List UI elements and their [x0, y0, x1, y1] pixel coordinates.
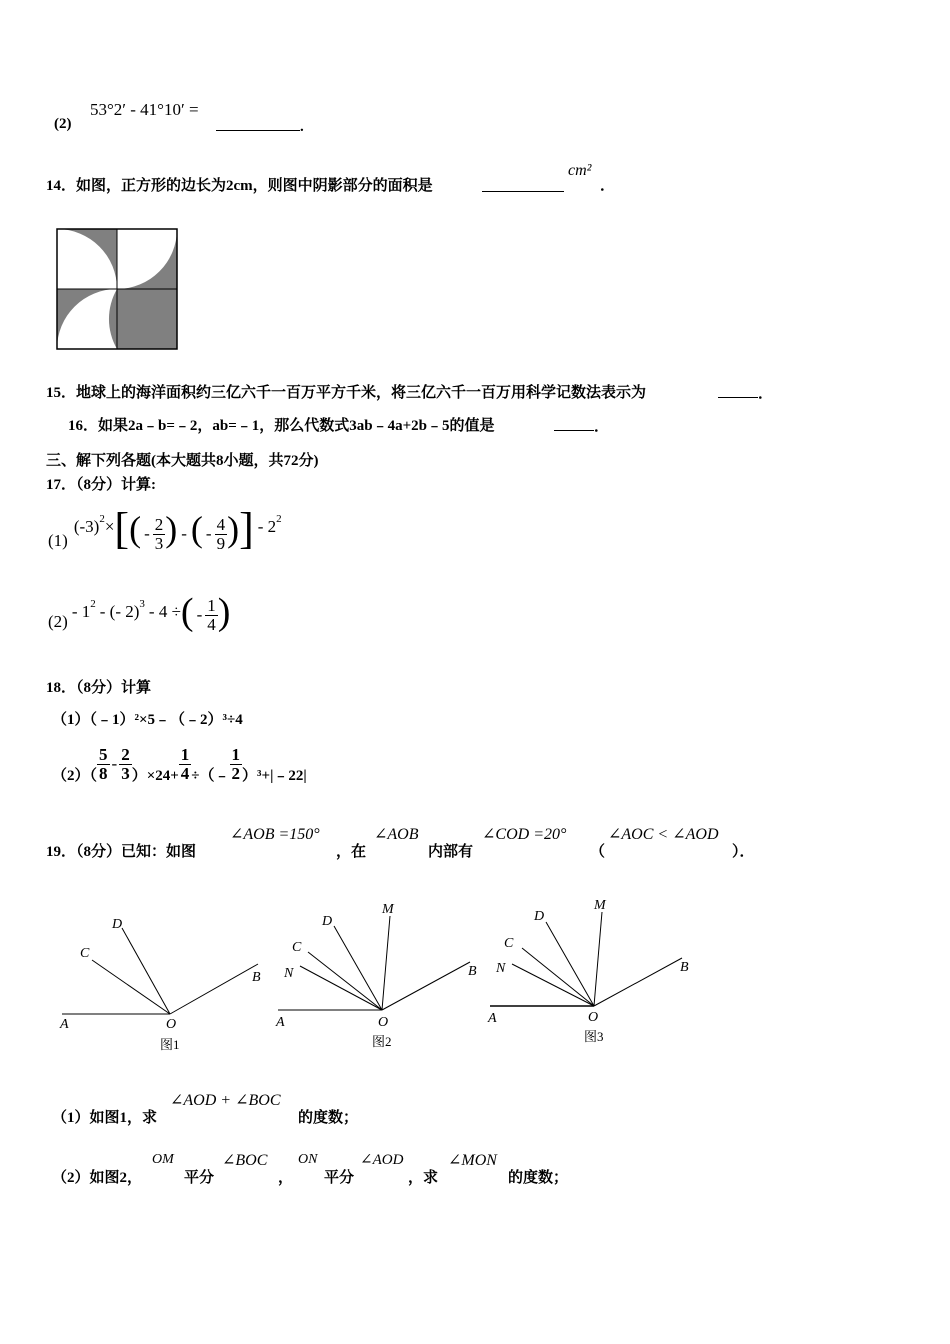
- ray-OB: [382, 962, 470, 1010]
- label-N: N: [496, 961, 506, 976]
- label-O: O: [166, 1017, 177, 1032]
- ray-OC: [308, 952, 382, 1010]
- q17-part2-expression: [48, 592, 230, 638]
- ray-OD: [122, 928, 170, 1014]
- q19-sub2-om: OM: [152, 1152, 174, 1167]
- label-O: O: [588, 1010, 599, 1025]
- q17-p1-frac1: $\frac{2}{3}$: [154, 514, 164, 553]
- q19-mid2: 内部有: [428, 844, 474, 860]
- q14-answer-blank[interactable]: [482, 174, 564, 197]
- ray-OM: [382, 916, 390, 1010]
- q19-math-aoc-lt-aod: ∠AOC < ∠AOD: [608, 826, 719, 843]
- label-C: C: [292, 940, 302, 955]
- label-D: D: [534, 909, 545, 924]
- q19-sub2-mon: ∠MON: [448, 1152, 497, 1169]
- shaded-region-bottom-right: [109, 289, 177, 349]
- q17-p2-rparen: ): [217, 591, 231, 633]
- q17-p2-frac: $\frac{1}{4}$: [207, 595, 216, 634]
- q13-answer-blank[interactable]: [216, 112, 304, 136]
- label-A: A: [60, 1017, 69, 1032]
- label-B: B: [468, 964, 477, 979]
- label-C: C: [80, 946, 90, 961]
- q17-p2-a-exp: 2: [90, 598, 96, 610]
- q17-p1-times: ×: [104, 517, 115, 536]
- q18-p2-frac1: $\frac{5}{8}$: [99, 744, 108, 783]
- q18-p2-mid: ）×24+: [131, 767, 179, 784]
- q18-part2-expression: [52, 742, 307, 786]
- q18-p2-frac2: $\frac{2}{3}$: [121, 744, 130, 783]
- q18-p2-label: （2）（: [52, 767, 98, 784]
- fig3-caption: 图3: [584, 1029, 604, 1044]
- q19-sub2-bisect2: 平分: [324, 1170, 355, 1186]
- label-A: A: [276, 1015, 285, 1030]
- q17-p1-lparen1: (: [129, 509, 142, 549]
- q18-p2-frac4: $\frac{1}{2}$: [231, 744, 241, 783]
- q17-p1-tail: - 2: [257, 517, 277, 536]
- q18-part1: （1）（﹣1）²×5﹣（﹣2）³÷4: [52, 712, 243, 728]
- q14-unit: cm²: [568, 162, 592, 179]
- q17-p1-minus3: -: [205, 524, 212, 543]
- label-A: A: [488, 1011, 497, 1026]
- q18-p2-end: ）³+|﹣22|: [242, 767, 307, 784]
- label-N: N: [284, 966, 294, 981]
- q13-part2-label: (2): [54, 116, 72, 132]
- label-M: M: [382, 902, 394, 917]
- q18-p2-div: ÷（﹣: [191, 767, 230, 784]
- label-M: M: [594, 898, 606, 913]
- q19-sub1-post: 的度数；: [298, 1110, 359, 1126]
- shaded-region-top-right: [117, 229, 177, 289]
- q19-sub2-comma: ，: [278, 1170, 294, 1186]
- section-3-title: 三、解下列各题(本大题共8小题，共72分): [46, 453, 319, 469]
- q17-p2-c: - 4 ÷: [148, 602, 181, 621]
- ray-OC: [92, 960, 170, 1014]
- q17-p1-rparen2: ): [227, 509, 240, 549]
- q17-p1-lparen2: (: [190, 509, 203, 549]
- q19-sub2-bisect1: 平分: [184, 1170, 215, 1186]
- q19-math-cod20: ∠COD =20°: [482, 826, 567, 843]
- q17-p1-tail-exp: 2: [276, 513, 282, 525]
- q17-p1-base: (-3): [73, 517, 100, 536]
- q18-title: 18．（8分）计算: [46, 680, 152, 696]
- q17-p1-left-bracket: [: [114, 504, 130, 553]
- q13-end: .: [300, 119, 304, 135]
- q17-part1-expression: [48, 504, 282, 560]
- q19-figure-2: [270, 896, 500, 1056]
- q16-text: 16．如果2a﹣b=﹣2，ab=﹣1，那么代数式3ab﹣4a+2b﹣5的值是: [68, 418, 495, 434]
- q15-text: 15．地球上的海洋面积约三亿六千一百万平方千米，将三亿六千一百万用科学记数法表示为: [46, 385, 647, 401]
- fig1-caption: 图1: [160, 1037, 180, 1052]
- q17-p1-label: (1): [48, 531, 68, 550]
- q15-answer-blank[interactable]: [718, 381, 773, 403]
- q17-p1-frac2: $\frac{4}{9}$: [216, 514, 226, 553]
- q19-prefix: 19．（8分）已知：如图: [46, 844, 197, 860]
- q17-p1-exp: 2: [99, 513, 105, 525]
- q17-p2-lparen: (: [180, 591, 194, 633]
- q19-math-aob150: ∠AOB =150°: [230, 826, 320, 843]
- q17-p1-minus1: -: [144, 524, 150, 543]
- label-B: B: [680, 960, 689, 975]
- label-O: O: [378, 1015, 389, 1030]
- q19-figure-1: [52, 904, 282, 1054]
- q19-sub2-aod: ∠AOD: [360, 1152, 404, 1168]
- ray-OB: [594, 958, 682, 1006]
- q14-text: 14．如图，正方形的边长为2cm，则图中阴影部分的面积是: [46, 178, 433, 194]
- q19-sub2-ask: ，求: [408, 1170, 439, 1186]
- shaded-region-bottom-left: [57, 289, 117, 349]
- q16-end: ．: [594, 419, 610, 435]
- q19-paren-open: （: [590, 844, 606, 860]
- ray-OC: [522, 948, 594, 1006]
- q19-sub1-pre: （1）如图1，求: [52, 1110, 158, 1126]
- shaded-region-top-left: [57, 229, 117, 289]
- label-D: D: [112, 917, 123, 932]
- q14-figure: [56, 228, 180, 352]
- q17-p2-b: - (- 2): [99, 602, 140, 621]
- q17-p2-b-exp: 3: [139, 598, 145, 610]
- q19-paren-close: ）．: [732, 844, 755, 860]
- q19-sub2-on: ON: [298, 1152, 318, 1167]
- fig2-caption: 图2: [372, 1034, 392, 1049]
- q16-answer-blank[interactable]: [554, 414, 609, 436]
- q14-end: ．: [600, 178, 616, 194]
- q18-p2-frac3: $\frac{1}{4}$: [180, 744, 190, 783]
- label-C: C: [504, 936, 514, 951]
- q18-p2-minus: -: [111, 754, 118, 773]
- q17-p1-minus2: -: [181, 524, 187, 543]
- q19-sub2-boc: ∠BOC: [222, 1152, 268, 1169]
- q17-p1-right-bracket: ]: [239, 504, 254, 553]
- q19-mid1: ，在: [336, 844, 367, 860]
- ray-OM: [594, 912, 602, 1006]
- q17-p2-label: (2): [48, 612, 68, 631]
- ray-OB: [170, 964, 258, 1014]
- label-D: D: [322, 914, 333, 929]
- q19-sub2-post: 的度数；: [508, 1170, 569, 1186]
- q17-p1-rparen1: ): [165, 509, 178, 549]
- q15-end: ．: [758, 386, 774, 402]
- q19-math-aob: ∠AOB: [374, 826, 419, 843]
- label-B: B: [252, 970, 261, 985]
- q17-p2-a: - 1: [71, 602, 91, 621]
- q13-part2-expression: 53°2′ - 41°10′ =: [90, 100, 199, 119]
- q19-figure-3: [484, 890, 714, 1050]
- q19-sub2-pre: （2）如图2，: [52, 1170, 143, 1186]
- q17-title: 17．（8分）计算:: [46, 477, 156, 493]
- q19-sub1-math: ∠AOD + ∠BOC: [170, 1092, 281, 1109]
- q17-p2-minus: -: [196, 605, 203, 624]
